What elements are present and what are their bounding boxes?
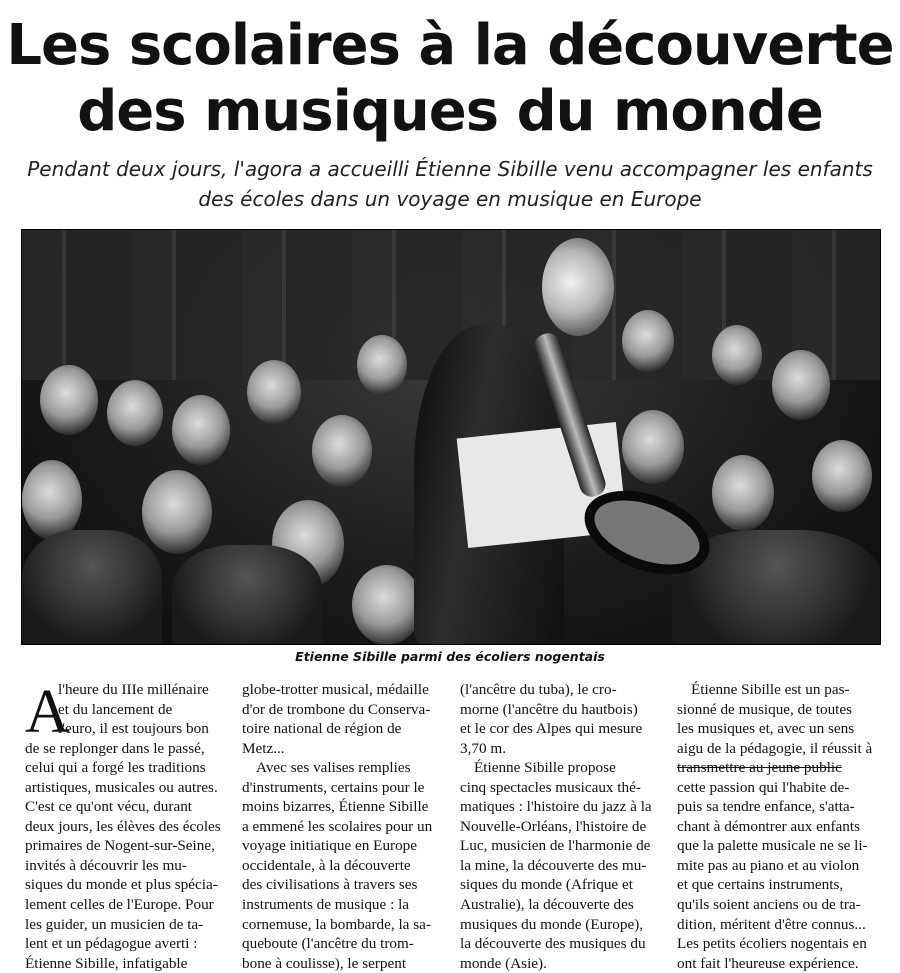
headline-line-1: Les scolaires à la découverte [6,13,894,78]
text-line: (l'ancêtre du tuba), le cro- [460,681,617,698]
text-line: a emmené les scolaires pour un [242,817,433,835]
article-column-2 [242,680,439,973]
child-figure [812,440,872,512]
text-line: l'heure du IIIe millénaire [58,681,209,698]
text-line: Étienne Sibille propose [474,759,616,777]
text-line: et que certains instruments, [677,876,844,894]
article-photo [21,229,881,645]
text-line: cette passion qui l'habite de- [677,778,850,796]
text-line: d'instruments, certains pour le [242,778,425,796]
text-line: les musiques et, avec un sens [677,720,855,738]
text-line: morne (l'ancêtre du hautbois) [460,700,638,718]
text-line: de se replonger dans le passé, [25,739,205,757]
text-line: aigu de la pédagogie, il réussit à [677,739,873,757]
child-figure [622,410,684,484]
text-line: bone à coulisse), le serpent [242,954,407,972]
subheadline-line-2: des écoles dans un voyage en musique en Europe [198,187,702,211]
text-line: et le cor des Alpes qui mesure [460,720,643,738]
child-figure [772,350,830,420]
text-line: globe-trotter musical, médaille [242,681,429,698]
child-figure [357,335,407,395]
text-line: qu'ils soient anciens ou de tra- [677,896,861,914]
text-line: celui qui a forgé les traditions [25,759,206,777]
text-line: Étienne Sibille, infatigable [25,954,188,972]
text-line: primaires de Nogent-sur-Seine, [25,837,215,855]
text-line: et du lancement de [58,700,173,718]
text-line: queboute (l'ancêtre du trom- [242,935,414,953]
text-line: chant à démontrer aux enfants [677,817,861,835]
child-figure [712,455,774,531]
text-line: cornemuse, la bombarde, la sa- [242,915,431,933]
text-line: Metz... [242,739,285,757]
text-line: C'est ce qu'ont vécu, durant [25,798,193,816]
article-column-1 [25,680,225,973]
text-line: sionné de musique, de toutes [677,700,853,718]
drop-cap: A [25,678,70,746]
text-line: voyage initiatique en Europe [242,837,418,855]
text-line: d'or de trombone du Conserva- [242,700,431,718]
text-line: puis sa tendre enfance, s'atta- [677,798,855,816]
child-figure [172,395,230,465]
text-line: des civilisations à travers ses [242,876,418,894]
child-figure [712,325,762,385]
text-line: la mine, la découverte des mu- [460,856,647,874]
headline-line-2: des musiques du monde [77,79,823,144]
child-figure [22,530,162,645]
text-line: Étienne Sibille est un pas- [691,681,850,698]
text-line: monde (Asie). [460,954,547,972]
child-figure [142,470,212,554]
text-line: moins bizarres, Étienne Sibille [242,798,429,816]
child-figure [107,380,163,446]
text-line: dition, méritent d'être connus... [677,915,866,933]
text-line: Australie), la découverte des [460,896,634,914]
child-figure [22,460,82,540]
text-line: artistiques, musicales ou autres. [25,778,218,796]
text-line: les guider, un musicien de ta- [25,915,204,933]
text-line: la découverte des musiques du [460,935,646,953]
text-line: mite pas au piano et au violon [677,856,860,874]
child-figure [40,365,98,435]
text-line: l'euro, il est toujours bon [58,720,209,738]
text-line: cinq spectacles musicaux thé- [460,778,641,796]
text-line: Luc, musicien de l'harmonie de [460,837,651,855]
subheadline-line-1: Pendant deux jours, l'agora a accueilli Étienne Sibille venu accompagner les enfants [27,157,873,181]
text-line: Nouvelle-Orléans, l'histoire de [460,817,647,835]
article-column-3 [460,680,660,973]
child-figure [622,310,674,372]
child-figure [352,565,422,645]
text-line: matiques : l'histoire du jazz à la [460,798,652,816]
text-line: siques du monde et plus spécia- [25,876,218,894]
text-line: deux jours, les élèves des écoles [25,817,221,835]
text-line: ont fait l'heureuse expérience. [677,954,859,972]
text-line: instruments de musique : la [242,896,410,914]
text-line: siques du monde (Afrique et [460,876,633,894]
text-line: Avec ses valises remplies [256,759,411,777]
article-column-4 [677,680,884,973]
text-line: lement celles de l'Europe. Pour [25,896,214,914]
text-line: Les petits écoliers nogentais en [677,935,867,953]
musician-head [542,238,614,336]
text-line: lent et un pédagogue averti : [25,935,198,953]
text-line: musiques du monde (Europe), [460,915,644,933]
text-line: occidentale, à la découverte [242,856,411,874]
text-line: que la palette musicale ne se li- [677,837,868,855]
text-line: toire national de région de [242,720,402,738]
child-figure [172,545,322,645]
child-figure [312,415,372,487]
text-line: transmettre au jeune public [677,759,842,777]
text-line: invités à découvrir les mu- [25,856,187,874]
photo-caption: Etienne Sibille parmi des écoliers nogentais [295,649,605,664]
text-line: 3,70 m. [460,739,506,757]
child-figure [247,360,301,424]
